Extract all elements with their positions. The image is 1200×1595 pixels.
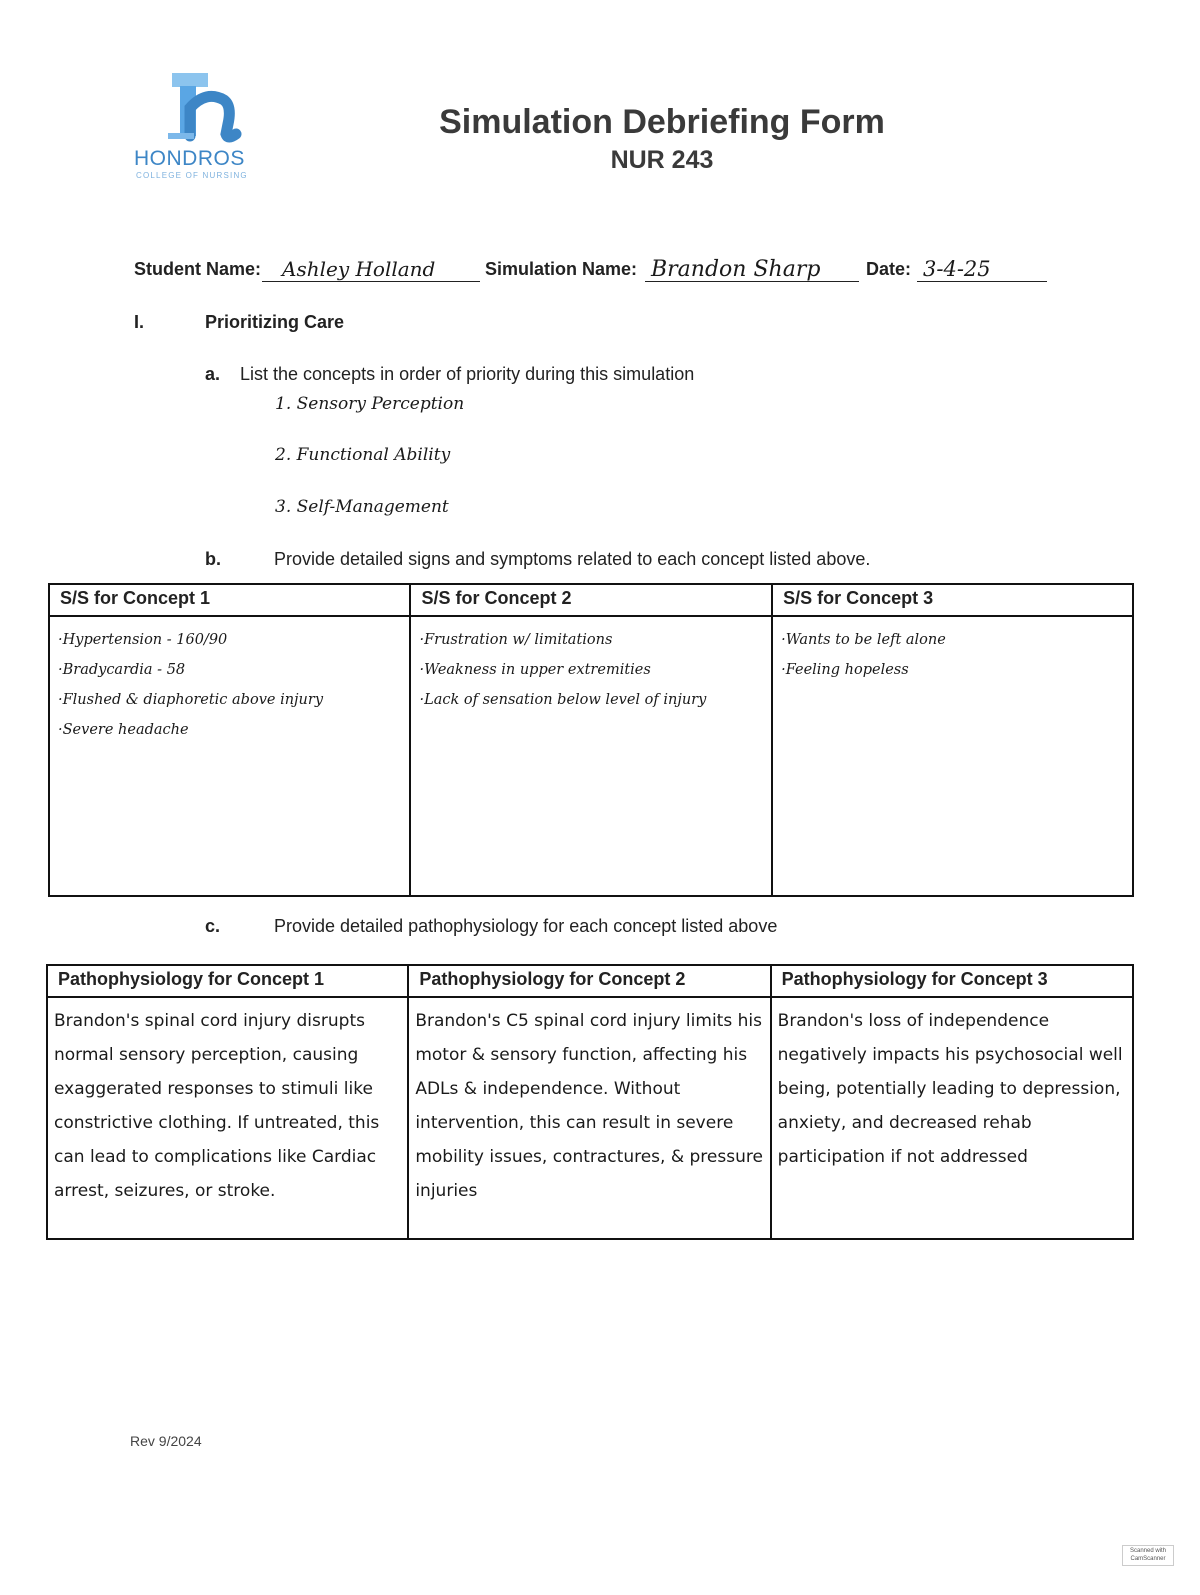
- ss-header-concept-1: S/S for Concept 1: [49, 584, 410, 616]
- concept-1: 1. Sensory Perception: [275, 394, 465, 414]
- patho-header-concept-2: Pathophysiology for Concept 2: [408, 965, 770, 997]
- list-item: ·Feeling hopeless: [781, 662, 909, 678]
- date-label: Date:: [866, 259, 912, 279]
- college-logo-mark: [160, 70, 260, 145]
- patho-text-concept-1: Brandon's spinal cord injury disrupts normal sensory perception, causing exaggerated responses to stimuli like constrictive clothing. If untreated, this can lead to complications like Cardiac arrest, seizures, or stroke.: [54, 1011, 380, 1201]
- patho-text-concept-2: Brandon's C5 spinal cord injury limits his motor & sensory function, affecting his ADLs & independence. Without intervention, this can result in severe mobility issues, contractures, & pressure injuries: [415, 1011, 763, 1201]
- revision-label: Rev 9/2024: [130, 1433, 202, 1449]
- student-name-field[interactable]: [262, 257, 480, 282]
- patho-text-concept-3: Brandon's loss of independence negatively impacts his psychosocial well being, potentially leading to depression, anxiety, and decreased rehab participation if not addressed: [777, 1011, 1123, 1167]
- ss-cell-concept-3[interactable]: [772, 616, 1133, 896]
- list-item: ·Frustration w/ limitations: [419, 632, 613, 648]
- simulation-name-label: Simulation Name:: [485, 259, 638, 279]
- student-name-value: Ashley Holland: [282, 257, 436, 281]
- logo-name: HONDROS: [134, 147, 245, 170]
- camscanner-badge: Scanned with CamScanner: [1122, 1545, 1174, 1566]
- student-name-label: Student Name:: [134, 259, 262, 279]
- ss-cell-concept-1[interactable]: [49, 616, 410, 896]
- concept-3: 3. Self-Management: [275, 497, 449, 517]
- patho-cell-concept-2[interactable]: [408, 997, 770, 1239]
- patho-header-concept-3: Pathophysiology for Concept 3: [771, 965, 1133, 997]
- signs-symptoms-table: [48, 583, 1134, 897]
- course-code: NUR 243: [610, 146, 714, 174]
- list-item: ·Hypertension - 160/90: [58, 632, 228, 648]
- item-b-prompt: Provide detailed signs and symptoms related to each concept listed above.: [274, 549, 871, 569]
- simulation-name-field[interactable]: [645, 257, 859, 282]
- ss-header-concept-3: S/S for Concept 3: [772, 584, 1133, 616]
- list-item: ·Bradycardia - 58: [58, 662, 186, 678]
- date-value: 3-4-25: [923, 257, 991, 281]
- ss-header-concept-2: S/S for Concept 2: [410, 584, 772, 616]
- item-a-letter: a.: [205, 364, 221, 384]
- patho-cell-concept-1[interactable]: [47, 997, 408, 1239]
- list-item: ·Severe headache: [58, 722, 189, 738]
- list-item: ·Lack of sensation below level of injury: [419, 692, 707, 708]
- date-field[interactable]: [917, 257, 1047, 282]
- list-item: ·Wants to be left alone: [781, 632, 946, 648]
- item-a-prompt: List the concepts in order of priority during this simulation: [240, 364, 695, 384]
- item-c-prompt: Provide detailed pathophysiology for each concept listed above: [274, 916, 778, 936]
- logo-subtitle: COLLEGE OF NURSING: [136, 171, 248, 180]
- section-title: Prioritizing Care: [205, 312, 345, 332]
- item-b-letter: b.: [205, 549, 221, 569]
- patho-cell-concept-3[interactable]: [771, 997, 1133, 1239]
- patho-header-concept-1: Pathophysiology for Concept 1: [47, 965, 408, 997]
- section-numeral: I.: [134, 312, 145, 332]
- list-item: ·Flushed & diaphoretic above injury: [58, 692, 324, 708]
- form-title: Simulation Debriefing Form: [439, 103, 885, 141]
- concept-2: 2. Functional Ability: [275, 445, 451, 465]
- list-item: ·Weakness in upper extremities: [419, 662, 651, 678]
- pathophysiology-table: [46, 964, 1134, 1240]
- ss-cell-concept-2[interactable]: [410, 616, 772, 896]
- simulation-name-value: Brandon Sharp: [651, 257, 821, 282]
- item-c-letter: c.: [205, 916, 221, 936]
